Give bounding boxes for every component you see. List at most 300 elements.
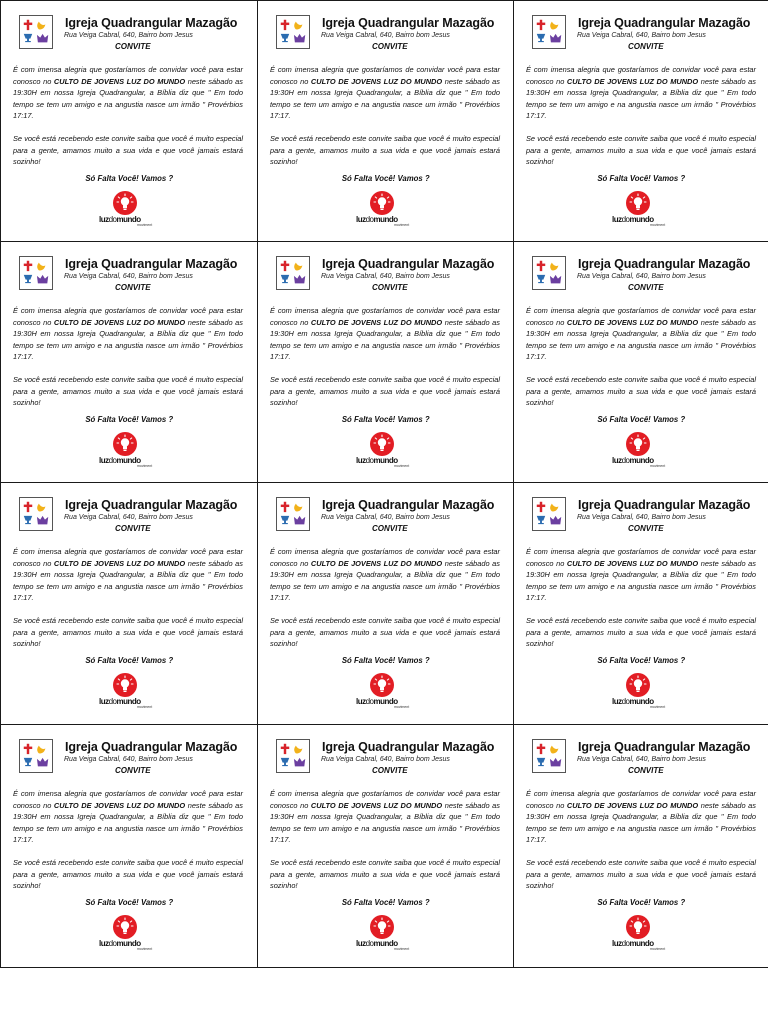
quadrangular-emblem-icon xyxy=(277,740,309,772)
cup-icon xyxy=(281,34,289,42)
quadrangular-emblem-icon xyxy=(533,16,565,48)
invite-paragraph-1 xyxy=(270,546,500,604)
dove-icon xyxy=(294,504,302,512)
invite-paragraph-1 xyxy=(270,64,500,122)
lightbulb-icon xyxy=(626,432,650,456)
brand-do: do xyxy=(621,697,630,706)
invite-paragraph-1-end: neste sábado as 19:30H em nossa Igreja Quadrangular, a Bíblia diz que " Em todo tempo se tem um amigo e na angustia nasce um irmão " Provérbios 17:17. xyxy=(13,558,243,603)
lightbulb-icon xyxy=(370,673,394,697)
card-header xyxy=(532,256,757,298)
invitation-card xyxy=(0,0,259,243)
quadrangular-emblem-icon xyxy=(533,498,565,530)
brand-do: do xyxy=(108,215,117,224)
luz-do-mundo-logo xyxy=(99,191,159,229)
invite-body xyxy=(13,546,243,650)
church-logo xyxy=(532,256,566,290)
call-to-action: Só Falta Você! Vamos ? xyxy=(85,174,174,183)
church-name: Igreja Quadrangular Mazagão xyxy=(65,740,238,754)
luz-do-mundo-logo xyxy=(612,432,672,470)
lightbulb-icon xyxy=(370,915,394,939)
cup-icon xyxy=(24,34,32,42)
church-logo xyxy=(532,497,566,531)
brand-tagline: moviment xyxy=(650,223,666,227)
lightbulb-icon xyxy=(113,673,137,697)
invite-heading: CONVITE xyxy=(372,524,408,533)
church-name: Igreja Quadrangular Mazagão xyxy=(322,740,495,754)
cross-icon xyxy=(537,20,545,30)
brand-do: do xyxy=(365,697,374,706)
lightbulb-icon xyxy=(626,673,650,697)
dove-icon xyxy=(294,22,302,30)
invite-body xyxy=(13,64,243,168)
brand-mundo: mundo xyxy=(629,215,654,224)
brand-do: do xyxy=(108,939,117,948)
event-name: CULTO DE JOVENS LUZ DO MUNDO xyxy=(53,317,186,327)
invite-paragraph-1-start: É com imensa alegria que gostaríamos de convidar você para estar conosco no xyxy=(270,65,500,86)
brand-mundo: mundo xyxy=(629,697,654,706)
church-logo xyxy=(19,256,53,290)
invite-paragraph-1 xyxy=(526,788,756,846)
church-name: Igreja Quadrangular Mazagão xyxy=(578,498,751,512)
church-name: Igreja Quadrangular Mazagão xyxy=(65,257,238,271)
church-name: Igreja Quadrangular Mazagão xyxy=(65,498,238,512)
card-header xyxy=(19,256,244,298)
call-to-action: Só Falta Você! Vamos ? xyxy=(85,415,174,424)
luz-do-mundo-logo xyxy=(356,432,416,470)
invite-paragraph-1-end: neste sábado as 19:30H em nossa Igreja Quadrangular, a Bíblia diz que " Em todo tempo se tem um amigo e na angustia nasce um irmão " Provérbios 17:17. xyxy=(526,317,756,362)
brand-wordmark xyxy=(356,456,398,465)
event-name: CULTO DE JOVENS LUZ DO MUNDO xyxy=(566,800,699,810)
cross-icon xyxy=(24,744,32,754)
invite-paragraph-1 xyxy=(526,64,756,122)
cup-icon xyxy=(537,275,545,283)
invite-paragraph-2: Se você está recebendo este convite saiba que você é muito especial para a gente, amamos muito a sua vida e que você jamais estará sozinho! xyxy=(526,857,756,891)
brand-wordmark xyxy=(612,215,654,224)
invite-paragraph-1 xyxy=(270,788,500,846)
invite-body xyxy=(270,305,500,409)
invite-paragraph-2: Se você está recebendo este convite saiba que você é muito especial para a gente, amamos muito a sua vida e que você jamais estará sozinho! xyxy=(270,615,500,649)
invite-heading: CONVITE xyxy=(115,524,151,533)
church-address: Rua Veiga Cabral, 640, Bairro bom Jesus xyxy=(64,273,193,280)
invite-paragraph-1 xyxy=(270,305,500,363)
cross-icon xyxy=(24,20,32,30)
luz-do-mundo-logo xyxy=(612,191,672,229)
cup-icon xyxy=(537,516,545,524)
church-logo xyxy=(19,15,53,49)
invitation-card xyxy=(0,724,259,968)
brand-luz: luz xyxy=(612,939,622,948)
brand-wordmark xyxy=(356,215,398,224)
invite-paragraph-1-end: neste sábado as 19:30H em nossa Igreja Quadrangular, a Bíblia diz que " Em todo tempo se tem um amigo e na angustia nasce um irmão " Provérbios 17:17. xyxy=(270,558,500,603)
cup-icon xyxy=(281,275,289,283)
brand-mundo: mundo xyxy=(373,456,398,465)
brand-mundo: mundo xyxy=(373,215,398,224)
quadrangular-emblem-icon xyxy=(277,16,309,48)
quadrangular-emblem-icon xyxy=(277,257,309,289)
dove-icon xyxy=(550,746,558,754)
crown-icon xyxy=(37,758,48,766)
invitation-card xyxy=(513,724,768,968)
church-address: Rua Veiga Cabral, 640, Bairro bom Jesus xyxy=(64,32,193,39)
quadrangular-emblem-icon xyxy=(277,498,309,530)
quadrangular-emblem-icon xyxy=(20,498,52,530)
invite-paragraph-2: Se você está recebendo este convite saiba que você é muito especial para a gente, amamos muito a sua vida e que você jamais estará sozinho! xyxy=(526,615,756,649)
church-logo xyxy=(532,739,566,773)
invite-paragraph-1-start: É com imensa alegria que gostaríamos de convidar você para estar conosco no xyxy=(13,65,243,86)
event-name: CULTO DE JOVENS LUZ DO MUNDO xyxy=(310,558,443,568)
invite-paragraph-1-start: É com imensa alegria que gostaríamos de convidar você para estar conosco no xyxy=(526,306,756,327)
invitation-card xyxy=(513,482,768,726)
crown-icon xyxy=(550,516,561,524)
cross-icon xyxy=(281,502,289,512)
brand-luz: luz xyxy=(99,456,109,465)
invite-body xyxy=(526,64,756,168)
invite-paragraph-1 xyxy=(13,546,243,604)
brand-do: do xyxy=(621,456,630,465)
call-to-action: Só Falta Você! Vamos ? xyxy=(597,656,686,665)
crown-icon xyxy=(550,34,561,42)
invite-heading: CONVITE xyxy=(628,766,664,775)
invite-heading: CONVITE xyxy=(115,42,151,51)
invite-paragraph-2: Se você está recebendo este convite saiba que você é muito especial para a gente, amamos muito a sua vida e que você jamais estará sozinho! xyxy=(13,615,243,649)
dove-icon xyxy=(37,22,45,30)
church-name: Igreja Quadrangular Mazagão xyxy=(322,16,495,30)
invite-paragraph-1-start: É com imensa alegria que gostaríamos de convidar você para estar conosco no xyxy=(13,547,243,568)
brand-luz: luz xyxy=(356,697,366,706)
luz-do-mundo-logo xyxy=(612,673,672,711)
church-name: Igreja Quadrangular Mazagão xyxy=(578,257,751,271)
brand-mundo: mundo xyxy=(373,939,398,948)
church-address: Rua Veiga Cabral, 640, Bairro bom Jesus xyxy=(577,32,706,39)
invite-paragraph-1-start: É com imensa alegria que gostaríamos de convidar você para estar conosco no xyxy=(270,789,500,810)
brand-do: do xyxy=(365,215,374,224)
card-header xyxy=(532,497,757,539)
invite-paragraph-1-start: É com imensa alegria que gostaríamos de convidar você para estar conosco no xyxy=(526,547,756,568)
invite-body xyxy=(526,788,756,892)
card-header xyxy=(19,739,244,781)
brand-do: do xyxy=(365,456,374,465)
brand-wordmark xyxy=(356,939,398,948)
invite-body xyxy=(270,788,500,892)
cup-icon xyxy=(24,516,32,524)
brand-tagline: moviment xyxy=(394,464,410,468)
invite-paragraph-2: Se você está recebendo este convite saiba que você é muito especial para a gente, amamos muito a sua vida e que você jamais estará sozinho! xyxy=(526,374,756,408)
church-logo xyxy=(276,497,310,531)
brand-tagline: moviment xyxy=(650,464,666,468)
card-header xyxy=(19,497,244,539)
invite-heading: CONVITE xyxy=(628,42,664,51)
quadrangular-emblem-icon xyxy=(533,257,565,289)
church-logo xyxy=(532,15,566,49)
brand-do: do xyxy=(621,215,630,224)
call-to-action: Só Falta Você! Vamos ? xyxy=(597,174,686,183)
invite-paragraph-1 xyxy=(13,788,243,846)
invite-paragraph-2: Se você está recebendo este convite saiba que você é muito especial para a gente, amamos muito a sua vida e que você jamais estará sozinho! xyxy=(13,857,243,891)
call-to-action: Só Falta Você! Vamos ? xyxy=(597,415,686,424)
quadrangular-emblem-icon xyxy=(533,740,565,772)
brand-luz: luz xyxy=(99,697,109,706)
quadrangular-emblem-icon xyxy=(20,257,52,289)
brand-mundo: mundo xyxy=(116,215,141,224)
cup-icon xyxy=(281,758,289,766)
brand-do: do xyxy=(365,939,374,948)
luz-do-mundo-logo xyxy=(356,915,416,953)
invite-heading: CONVITE xyxy=(372,42,408,51)
brand-mundo: mundo xyxy=(629,456,654,465)
luz-do-mundo-logo xyxy=(356,673,416,711)
cross-icon xyxy=(281,261,289,271)
invite-paragraph-1-start: É com imensa alegria que gostaríamos de convidar você para estar conosco no xyxy=(526,65,756,86)
cross-icon xyxy=(537,744,545,754)
church-logo xyxy=(276,256,310,290)
church-name: Igreja Quadrangular Mazagão xyxy=(322,498,495,512)
invitation-card xyxy=(513,241,768,484)
church-address: Rua Veiga Cabral, 640, Bairro bom Jesus xyxy=(321,756,450,763)
brand-mundo: mundo xyxy=(629,939,654,948)
invite-body xyxy=(270,546,500,650)
invite-paragraph-2: Se você está recebendo este convite saiba que você é muito especial para a gente, amamos muito a sua vida e que você jamais estará sozinho! xyxy=(526,133,756,167)
invite-body xyxy=(13,788,243,892)
luz-do-mundo-logo xyxy=(612,915,672,953)
crown-icon xyxy=(550,758,561,766)
invitation-card xyxy=(257,724,515,968)
brand-luz: luz xyxy=(612,215,622,224)
invite-paragraph-1 xyxy=(526,305,756,363)
invite-body xyxy=(13,305,243,409)
crown-icon xyxy=(294,34,305,42)
brand-tagline: moviment xyxy=(394,947,410,951)
call-to-action: Só Falta Você! Vamos ? xyxy=(341,174,430,183)
card-header xyxy=(276,497,501,539)
invite-body xyxy=(526,305,756,409)
crown-icon xyxy=(294,275,305,283)
brand-tagline: moviment xyxy=(137,947,153,951)
church-name: Igreja Quadrangular Mazagão xyxy=(322,257,495,271)
invite-paragraph-2: Se você está recebendo este convite saiba que você é muito especial para a gente, amamos muito a sua vida e que você jamais estará sozinho! xyxy=(270,133,500,167)
church-logo xyxy=(276,15,310,49)
brand-mundo: mundo xyxy=(116,939,141,948)
invitation-card xyxy=(257,241,515,484)
luz-do-mundo-logo xyxy=(99,673,159,711)
event-name: CULTO DE JOVENS LUZ DO MUNDO xyxy=(53,800,186,810)
lightbulb-icon xyxy=(370,191,394,215)
brand-wordmark xyxy=(612,939,654,948)
lightbulb-icon xyxy=(113,191,137,215)
brand-wordmark xyxy=(99,215,141,224)
cross-icon xyxy=(24,502,32,512)
brand-wordmark xyxy=(99,939,141,948)
brand-tagline: moviment xyxy=(650,947,666,951)
dove-icon xyxy=(550,263,558,271)
brand-wordmark xyxy=(99,456,141,465)
invitation-card xyxy=(257,482,515,726)
brand-luz: luz xyxy=(99,215,109,224)
invite-paragraph-2: Se você está recebendo este convite saiba que você é muito especial para a gente, amamos muito a sua vida e que você jamais estará sozinho! xyxy=(13,374,243,408)
event-name: CULTO DE JOVENS LUZ DO MUNDO xyxy=(566,558,699,568)
invite-body xyxy=(526,546,756,650)
luz-do-mundo-logo xyxy=(99,432,159,470)
cup-icon xyxy=(537,34,545,42)
cross-icon xyxy=(281,20,289,30)
dove-icon xyxy=(37,504,45,512)
church-name: Igreja Quadrangular Mazagão xyxy=(578,740,751,754)
invite-paragraph-1-end: neste sábado as 19:30H em nossa Igreja Quadrangular, a Bíblia diz que " Em todo tempo se tem um amigo e na angustia nasce um irmão " Provérbios 17:17. xyxy=(526,800,756,845)
brand-wordmark xyxy=(612,697,654,706)
crown-icon xyxy=(37,516,48,524)
brand-tagline: moviment xyxy=(137,464,153,468)
church-address: Rua Veiga Cabral, 640, Bairro bom Jesus xyxy=(64,756,193,763)
brand-mundo: mundo xyxy=(116,456,141,465)
brand-wordmark xyxy=(99,697,141,706)
call-to-action: Só Falta Você! Vamos ? xyxy=(341,898,430,907)
brand-wordmark xyxy=(612,456,654,465)
dove-icon xyxy=(294,263,302,271)
brand-tagline: moviment xyxy=(650,705,666,709)
event-name: CULTO DE JOVENS LUZ DO MUNDO xyxy=(566,76,699,86)
dove-icon xyxy=(550,22,558,30)
invite-paragraph-1-end: neste sábado as 19:30H em nossa Igreja Quadrangular, a Bíblia diz que " Em todo tempo se tem um amigo e na angustia nasce um irmão " Provérbios 17:17. xyxy=(526,558,756,603)
invite-heading: CONVITE xyxy=(628,283,664,292)
quadrangular-emblem-icon xyxy=(20,16,52,48)
brand-do: do xyxy=(108,456,117,465)
cup-icon xyxy=(281,516,289,524)
call-to-action: Só Falta Você! Vamos ? xyxy=(341,415,430,424)
event-name: CULTO DE JOVENS LUZ DO MUNDO xyxy=(53,76,186,86)
call-to-action: Só Falta Você! Vamos ? xyxy=(341,656,430,665)
invitation-card xyxy=(513,0,768,243)
invite-paragraph-1-start: É com imensa alegria que gostaríamos de convidar você para estar conosco no xyxy=(270,547,500,568)
cross-icon xyxy=(281,744,289,754)
invite-paragraph-1-end: neste sábado as 19:30H em nossa Igreja Quadrangular, a Bíblia diz que " Em todo tempo se tem um amigo e na angustia nasce um irmão " Provérbios 17:17. xyxy=(13,800,243,845)
invite-paragraph-1-start: É com imensa alegria que gostaríamos de convidar você para estar conosco no xyxy=(526,789,756,810)
invite-paragraph-1 xyxy=(526,546,756,604)
church-name: Igreja Quadrangular Mazagão xyxy=(578,16,751,30)
dove-icon xyxy=(37,263,45,271)
brand-tagline: moviment xyxy=(137,223,153,227)
invite-paragraph-2: Se você está recebendo este convite saiba que você é muito especial para a gente, amamos muito a sua vida e que você jamais estará sozinho! xyxy=(13,133,243,167)
invite-paragraph-1-start: É com imensa alegria que gostaríamos de convidar você para estar conosco no xyxy=(13,306,243,327)
invitation-card xyxy=(0,482,259,726)
brand-luz: luz xyxy=(99,939,109,948)
invite-heading: CONVITE xyxy=(115,283,151,292)
event-name: CULTO DE JOVENS LUZ DO MUNDO xyxy=(310,317,443,327)
invitation-card xyxy=(0,241,259,484)
call-to-action: Só Falta Você! Vamos ? xyxy=(597,898,686,907)
brand-luz: luz xyxy=(356,456,366,465)
church-address: Rua Veiga Cabral, 640, Bairro bom Jesus xyxy=(64,514,193,521)
card-header xyxy=(276,15,501,57)
event-name: CULTO DE JOVENS LUZ DO MUNDO xyxy=(310,76,443,86)
church-logo xyxy=(19,739,53,773)
church-address: Rua Veiga Cabral, 640, Bairro bom Jesus xyxy=(577,514,706,521)
church-logo xyxy=(19,497,53,531)
crown-icon xyxy=(294,758,305,766)
card-header xyxy=(276,256,501,298)
brand-tagline: moviment xyxy=(394,705,410,709)
lightbulb-icon xyxy=(113,915,137,939)
brand-luz: luz xyxy=(356,939,366,948)
lightbulb-icon xyxy=(626,915,650,939)
dove-icon xyxy=(37,746,45,754)
dove-icon xyxy=(294,746,302,754)
church-address: Rua Veiga Cabral, 640, Bairro bom Jesus xyxy=(321,273,450,280)
brand-do: do xyxy=(108,697,117,706)
brand-luz: luz xyxy=(356,215,366,224)
lightbulb-icon xyxy=(626,191,650,215)
crown-icon xyxy=(37,34,48,42)
card-header xyxy=(19,15,244,57)
lightbulb-icon xyxy=(370,432,394,456)
invite-paragraph-2: Se você está recebendo este convite saiba que você é muito especial para a gente, amamos muito a sua vida e que você jamais estará sozinho! xyxy=(270,374,500,408)
church-logo xyxy=(276,739,310,773)
card-header xyxy=(276,739,501,781)
church-address: Rua Veiga Cabral, 640, Bairro bom Jesus xyxy=(321,32,450,39)
lightbulb-icon xyxy=(113,432,137,456)
invite-paragraph-1-end: neste sábado as 19:30H em nossa Igreja Quadrangular, a Bíblia diz que " Em todo tempo se tem um amigo e na angustia nasce um irmão " Provérbios 17:17. xyxy=(270,76,500,121)
brand-mundo: mundo xyxy=(373,697,398,706)
cross-icon xyxy=(24,261,32,271)
luz-do-mundo-logo xyxy=(356,191,416,229)
event-name: CULTO DE JOVENS LUZ DO MUNDO xyxy=(310,800,443,810)
invite-paragraph-1 xyxy=(13,305,243,363)
luz-do-mundo-logo xyxy=(99,915,159,953)
brand-mundo: mundo xyxy=(116,697,141,706)
invite-paragraph-1-end: neste sábado as 19:30H em nossa Igreja Quadrangular, a Bíblia diz que " Em todo tempo se tem um amigo e na angustia nasce um irmão " Provérbios 17:17. xyxy=(270,800,500,845)
call-to-action: Só Falta Você! Vamos ? xyxy=(85,898,174,907)
invite-heading: CONVITE xyxy=(628,524,664,533)
cup-icon xyxy=(537,758,545,766)
crown-icon xyxy=(550,275,561,283)
invite-heading: CONVITE xyxy=(372,766,408,775)
invite-paragraph-1-end: neste sábado as 19:30H em nossa Igreja Quadrangular, a Bíblia diz que " Em todo tempo se tem um amigo e na angustia nasce um irmão " Provérbios 17:17. xyxy=(13,317,243,362)
invite-paragraph-1-end: neste sábado as 19:30H em nossa Igreja Quadrangular, a Bíblia diz que " Em todo tempo se tem um amigo e na angustia nasce um irmão " Provérbios 17:17. xyxy=(526,76,756,121)
brand-tagline: moviment xyxy=(394,223,410,227)
brand-luz: luz xyxy=(612,697,622,706)
cup-icon xyxy=(24,758,32,766)
event-name: CULTO DE JOVENS LUZ DO MUNDO xyxy=(53,558,186,568)
crown-icon xyxy=(294,516,305,524)
brand-wordmark xyxy=(356,697,398,706)
invite-paragraph-2: Se você está recebendo este convite saiba que você é muito especial para a gente, amamos muito a sua vida e que você jamais estará sozinho! xyxy=(270,857,500,891)
invite-paragraph-1-start: É com imensa alegria que gostaríamos de convidar você para estar conosco no xyxy=(13,789,243,810)
invite-paragraph-1-start: É com imensa alegria que gostaríamos de convidar você para estar conosco no xyxy=(270,306,500,327)
event-name: CULTO DE JOVENS LUZ DO MUNDO xyxy=(566,317,699,327)
call-to-action: Só Falta Você! Vamos ? xyxy=(85,656,174,665)
cross-icon xyxy=(537,261,545,271)
church-name: Igreja Quadrangular Mazagão xyxy=(65,16,238,30)
cup-icon xyxy=(24,275,32,283)
invitation-card xyxy=(257,0,515,243)
church-address: Rua Veiga Cabral, 640, Bairro bom Jesus xyxy=(577,756,706,763)
quadrangular-emblem-icon xyxy=(20,740,52,772)
invite-paragraph-1-end: neste sábado as 19:30H em nossa Igreja Quadrangular, a Bíblia diz que " Em todo tempo se tem um amigo e na angustia nasce um irmão " Provérbios 17:17. xyxy=(270,317,500,362)
crown-icon xyxy=(37,275,48,283)
brand-tagline: moviment xyxy=(137,705,153,709)
brand-luz: luz xyxy=(612,456,622,465)
invite-paragraph-1-end: neste sábado as 19:30H em nossa Igreja Quadrangular, a Bíblia diz que " Em todo tempo se tem um amigo e na angustia nasce um irmão " Provérbios 17:17. xyxy=(13,76,243,121)
brand-do: do xyxy=(621,939,630,948)
invite-paragraph-1 xyxy=(13,64,243,122)
church-address: Rua Veiga Cabral, 640, Bairro bom Jesus xyxy=(577,273,706,280)
card-header xyxy=(532,15,757,57)
dove-icon xyxy=(550,504,558,512)
cross-icon xyxy=(537,502,545,512)
invite-body xyxy=(270,64,500,168)
invite-heading: CONVITE xyxy=(372,283,408,292)
invite-heading: CONVITE xyxy=(115,766,151,775)
church-address: Rua Veiga Cabral, 640, Bairro bom Jesus xyxy=(321,514,450,521)
card-header xyxy=(532,739,757,781)
